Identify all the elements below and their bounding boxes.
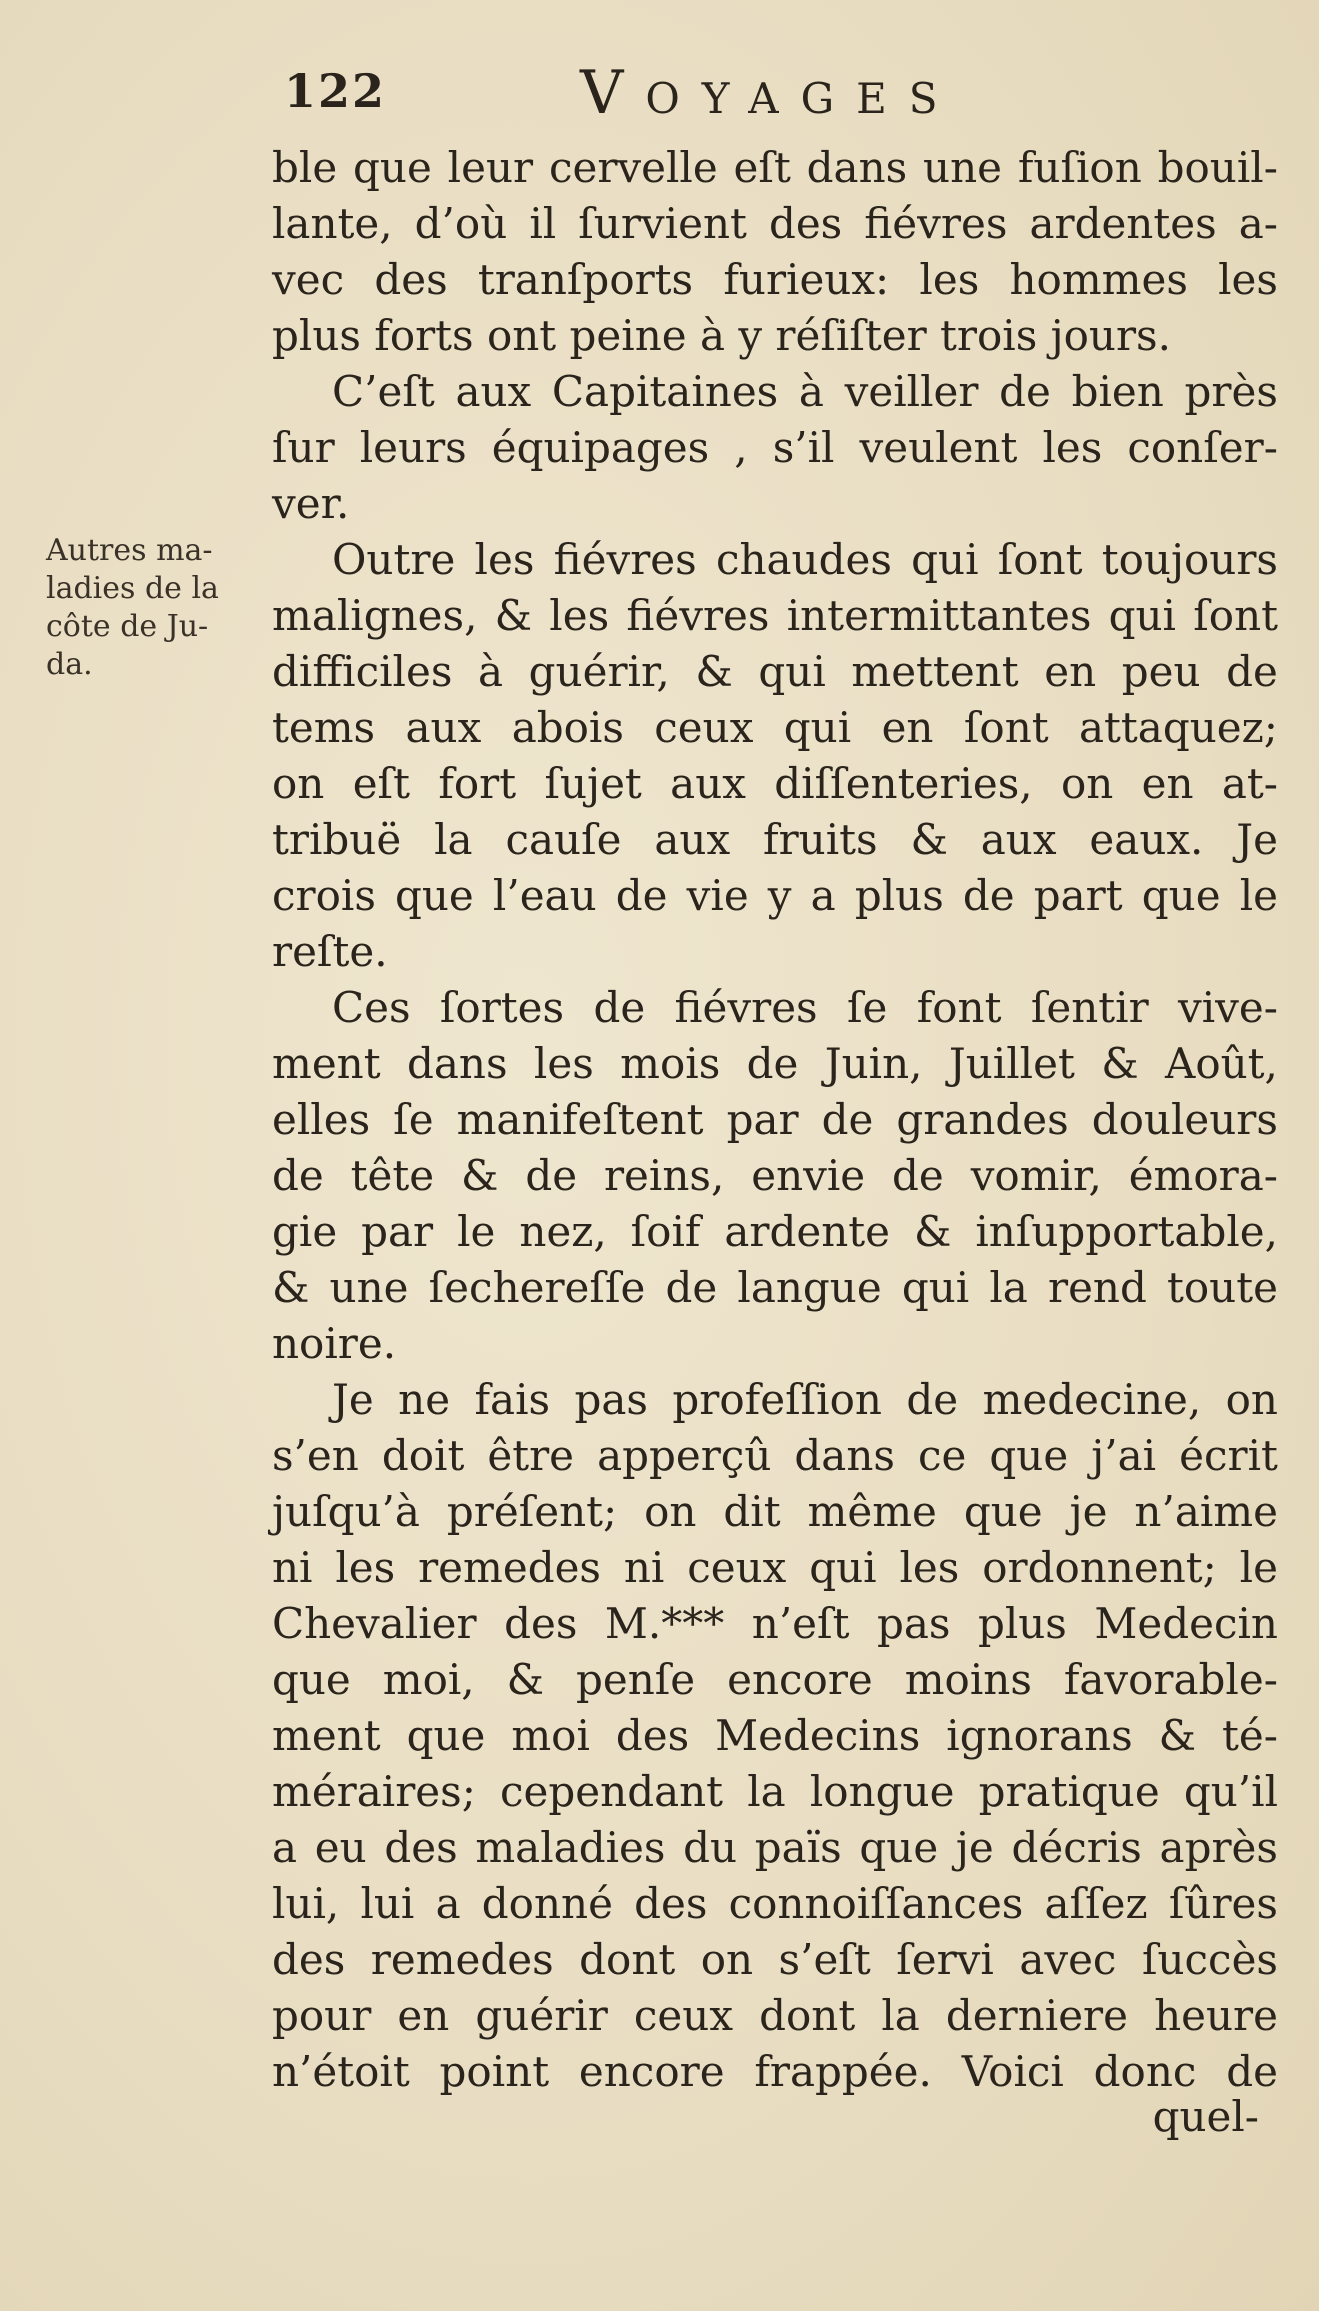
text-line: s’en doit être apperçû dans ce que j’ai écrit bbox=[272, 1431, 1278, 1480]
text-line: ment dans les mois de Juin, Juillet & Août, bbox=[272, 1039, 1278, 1088]
text-line: plus forts ont peine à y réſiſter trois jours. bbox=[272, 311, 1171, 360]
running-head-initial: V bbox=[580, 58, 646, 128]
text-line: que moi, & penſe encore moins favorable- bbox=[272, 1655, 1278, 1704]
text-line: a eu des maladies du païs que je décris après bbox=[272, 1823, 1278, 1872]
text-line: n’étoit point encore frappée. Voici donc de bbox=[272, 2047, 1278, 2096]
text-line: méraires; cependant la longue pratique qu’il bbox=[272, 1767, 1278, 1816]
marginal-note bbox=[46, 532, 276, 684]
text-line: difficiles à guérir, & qui mettent en peu de bbox=[272, 647, 1278, 696]
text-line: Ces ſortes de fiévres ſe font ſentir vive- bbox=[332, 983, 1278, 1032]
text-line: on eſt fort ſujet aux diſſenteries, on en at- bbox=[272, 759, 1278, 808]
text-line: ble que leur cervelle eſt dans une fuſion bouil- bbox=[272, 143, 1278, 192]
text-line: crois que l’eau de vie y a plus de part que le bbox=[272, 871, 1278, 920]
running-head bbox=[580, 58, 960, 128]
text-line: ni les remedes ni ceux qui les ordonnent; le bbox=[272, 1543, 1278, 1592]
marginal-note-line: côte de Ju- bbox=[46, 609, 209, 644]
text-line: vec des tranſports furieux: les hommes les bbox=[272, 255, 1278, 304]
page-number: 122 bbox=[284, 64, 387, 118]
text-line: des remedes dont on s’eſt ſervi avec ſuccès bbox=[272, 1935, 1278, 1984]
text-line: gie par le nez, ſoif ardente & inſupportable, bbox=[272, 1207, 1278, 1256]
catchword: quel- bbox=[1152, 2092, 1259, 2141]
marginal-note-line: ladies de la bbox=[46, 571, 219, 606]
marginal-note-line: Autres ma- bbox=[46, 533, 213, 568]
text-line: tribuë la cauſe aux fruits & aux eaux. Je bbox=[272, 815, 1278, 864]
marginal-note-line: da. bbox=[46, 647, 93, 682]
body-text bbox=[272, 140, 1278, 2100]
text-line: ment que moi des Medecins ignorans & té- bbox=[272, 1711, 1278, 1760]
text-line: ver. bbox=[272, 479, 350, 528]
text-line: & une ſechereſſe de langue qui la rend toute bbox=[272, 1263, 1278, 1312]
text-line: noire. bbox=[272, 1319, 397, 1368]
text-line: Chevalier des M.*** n’eſt pas plus Medecin bbox=[272, 1599, 1278, 1648]
text-line: Je ne fais pas profeſſion de medecine, on bbox=[332, 1375, 1278, 1424]
page-header bbox=[280, 58, 1280, 128]
text-line: lante, d’où il ſurvient des fiévres ardentes a- bbox=[272, 199, 1278, 248]
text-line: ſur leurs équipages , s’il veulent les conſer- bbox=[272, 423, 1278, 472]
text-line: malignes, & les fiévres intermittantes qui ſont bbox=[272, 591, 1278, 640]
text-line: de tête & de reins, envie de vomir, émora- bbox=[272, 1151, 1278, 1200]
text-line: C’eſt aux Capitaines à veiller de bien près bbox=[332, 367, 1278, 416]
text-line: tems aux abois ceux qui en ſont attaquez; bbox=[272, 703, 1278, 752]
text-line: elles ſe manifeſtent par de grandes douleurs bbox=[272, 1095, 1278, 1144]
running-head-rest: OYAGES bbox=[645, 74, 960, 123]
text-line: lui, lui a donné des connoiſſances aſſez ſûres bbox=[272, 1879, 1278, 1928]
text-line: Outre les fiévres chaudes qui ſont toujours bbox=[332, 535, 1278, 584]
text-line: juſqu’à préſent; on dit même que je n’aime bbox=[272, 1487, 1278, 1536]
text-line: pour en guérir ceux dont la derniere heure bbox=[272, 1991, 1278, 2040]
text-line: reſte. bbox=[272, 927, 388, 976]
